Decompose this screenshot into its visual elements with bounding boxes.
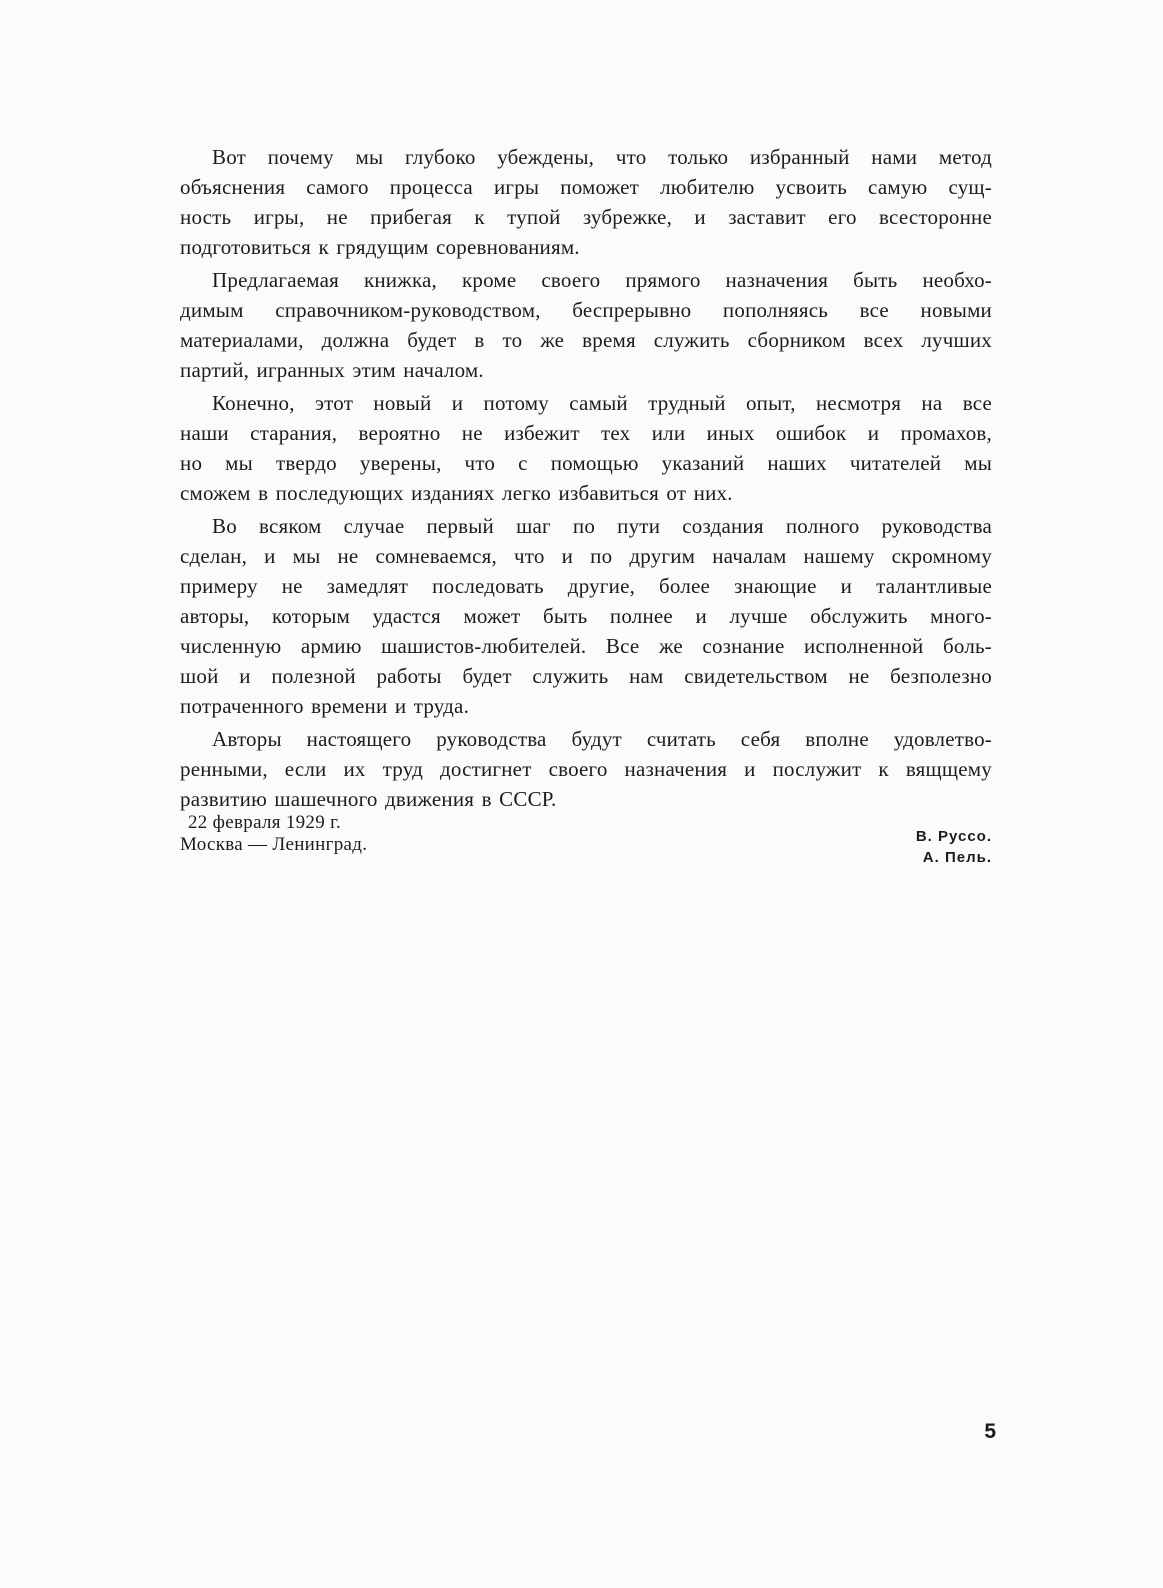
paragraph-line: численную армию шашистов-любителей. Все же сознание исполненной боль- [180,634,992,658]
paragraph-1 [180,142,992,262]
paragraph-line: Во всяком случае первый шаг по пути создания полного руководства [212,514,992,538]
paragraph-line: подготовиться к грядущим соревнованиям. [180,235,580,259]
paragraph-line: объяснения самого процесса игры поможет любителю усвоить самую сущ- [180,175,992,199]
paragraph-line: Авторы настоящего руководства будут считать себя вполне удовлетво- [212,727,992,751]
paragraph-3 [180,388,992,508]
paragraph-line: партий, игранных этим началом. [180,358,484,382]
paragraph-line: развитию шашечного движения в СССР. [180,787,557,811]
authors-signature [820,826,992,868]
paragraph-line: ренными, если их труд достигнет своего назначения и послужит к вящщему [180,757,992,781]
paragraph-line: Предлагаемая книжка, кроме своего прямого назначения быть необхо- [212,268,992,292]
paragraph-line: примеру не замедлят последовать другие, более знающие и талантливые [180,574,992,598]
paragraph-4 [180,511,992,721]
paragraph-line: потраченного времени и труда. [180,694,470,718]
paragraph-line: материалами, должна будет в то же время служить сборником всех лучших [180,328,992,352]
paragraph-line: но мы твердо уверены, что с помощью указаний наших читателей мы [180,451,992,475]
paragraph-line: ность игры, не прибегая к тупой зубрежке, и заставит его всесторонне [180,205,992,229]
paragraph-5 [180,724,992,814]
author-name: В. Руссо. [915,828,992,845]
paragraph-line: Конечно, этот новый и потому самый трудный опыт, несмотря на все [212,391,992,415]
paragraph-2 [180,265,992,385]
paragraph-line: шой и полезной работы будет служить нам свидетельством не безполезно [180,664,992,688]
date-place [180,812,367,856]
paragraph-line: димым справочником-руководством, беспрерывно пополняясь все новыми [180,298,992,322]
paragraph-line: сможем в последующих изданиях легко избавиться от них. [180,481,733,505]
author-name: А. Пель. [922,849,992,866]
paragraph-line: наши старания, вероятно не избежит тех или иных ошибок и промахов, [180,421,992,445]
page-number: 5 [984,1420,996,1443]
place-text: Москва — Ленинград. [180,834,368,855]
body-text [180,142,992,817]
paragraph-line: Вот почему мы глубоко убеждены, что только избранный нами метод [212,145,992,169]
paragraph-line: сделан, и мы не сомневаемся, что и по другим началам нашему скромному [180,544,992,568]
date-text: 22 февраля 1929 г. [188,812,342,833]
paragraph-line: авторы, которым удастся может быть полнее и лучше обслужить много- [180,604,992,628]
